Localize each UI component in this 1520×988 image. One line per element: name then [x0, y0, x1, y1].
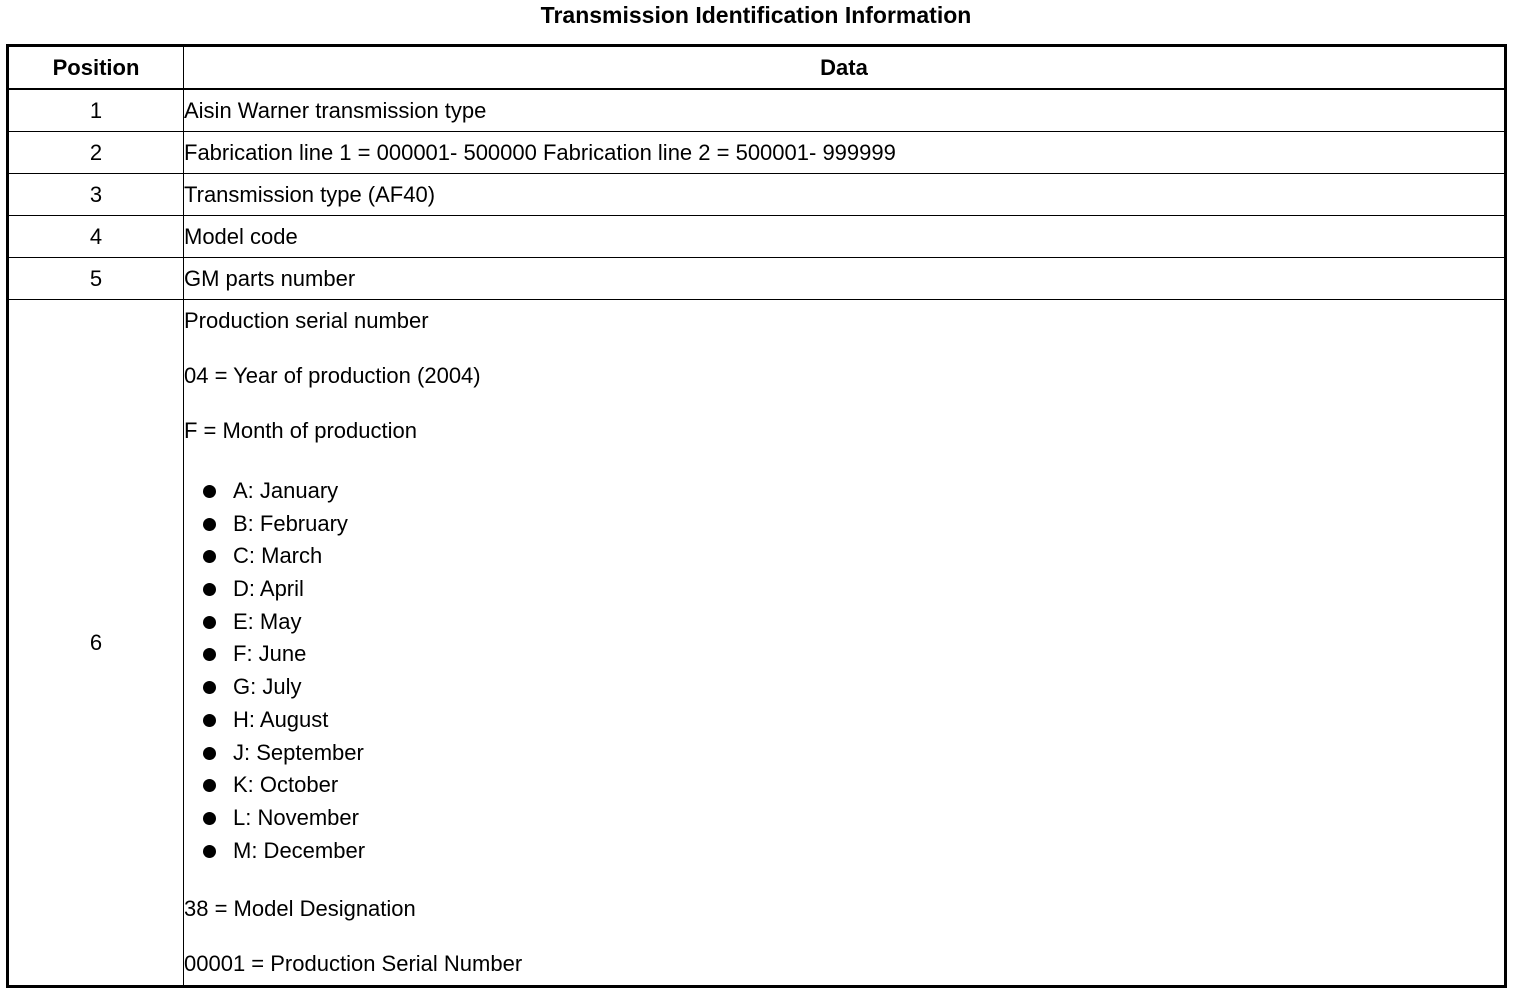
data-column-header: Data — [184, 46, 1506, 90]
table-header-row — [8, 46, 1506, 90]
month-code-list — [184, 475, 1504, 867]
table-row — [8, 174, 1506, 216]
month-code-item: B: February — [201, 508, 1504, 541]
serial-description — [184, 300, 1504, 985]
serial-heading: Production serial number — [184, 308, 429, 333]
month-code-item: L: November — [201, 802, 1504, 835]
table-row — [8, 258, 1506, 300]
month-code-item: M: December — [201, 835, 1504, 868]
position-cell: 5 — [8, 258, 184, 300]
month-code-item: C: March — [201, 540, 1504, 573]
serial-data-cell — [184, 300, 1506, 987]
month-code-item: K: October — [201, 769, 1504, 802]
position-cell: 1 — [8, 89, 184, 132]
month-line: F = Month of production — [184, 418, 417, 443]
table-row — [8, 89, 1506, 132]
month-code-item: E: May — [201, 606, 1504, 639]
month-code-item: H: August — [201, 704, 1504, 737]
month-code-item: F: June — [201, 638, 1504, 671]
year-line: 04 = Year of production (2004) — [184, 363, 481, 388]
position-cell: 4 — [8, 216, 184, 258]
transmission-id-table — [6, 44, 1507, 988]
table-row — [8, 132, 1506, 174]
table-row — [8, 216, 1506, 258]
position-cell: 3 — [8, 174, 184, 216]
data-cell: Fabrication line 1 = 000001- 500000 Fabrication line 2 = 500001- 999999 — [184, 132, 1506, 174]
document-title: Transmission Identification Information — [540, 2, 972, 28]
month-code-item: D: April — [201, 573, 1504, 606]
position-cell: 2 — [8, 132, 184, 174]
data-cell: Aisin Warner transmission type — [184, 89, 1506, 132]
data-cell: Transmission type (AF40) — [184, 174, 1506, 216]
serial-number-line: 00001 = Production Serial Number — [184, 951, 523, 977]
month-code-item: J: September — [201, 737, 1504, 770]
data-cell: GM parts number — [184, 258, 1506, 300]
model-designation-line: 38 = Model Designation — [184, 896, 416, 922]
table-row-serial — [8, 300, 1506, 987]
month-code-item: A: January — [201, 475, 1504, 508]
month-code-item: G: July — [201, 671, 1504, 704]
position-column-header: Position — [8, 46, 184, 90]
data-cell: Model code — [184, 216, 1506, 258]
position-cell: 6 — [8, 300, 184, 987]
